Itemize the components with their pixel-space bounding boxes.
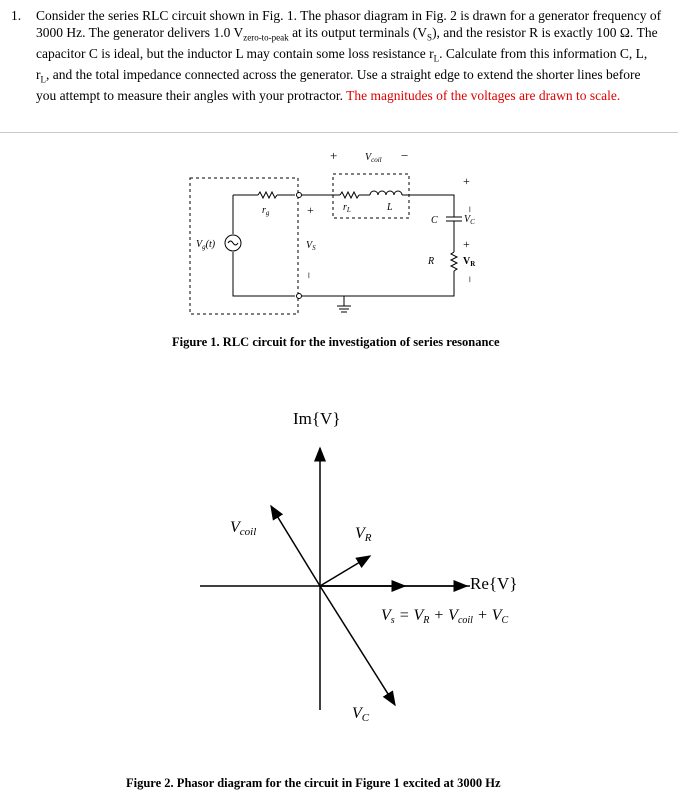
svg-text:rg: $r_g$ xyxy=(262,205,270,217)
figure1-caption: Figure 1. RLC circuit for the investigation of series resonance xyxy=(172,335,500,349)
svg-text:VR: $V_R$ xyxy=(463,256,476,268)
problem-number: 1. xyxy=(11,8,22,23)
svg-text:VS: $V_S$ xyxy=(306,240,316,252)
vc-phasor xyxy=(320,586,395,705)
svg-text:L: L xyxy=(387,202,393,213)
svg-text:+: + xyxy=(330,148,338,163)
svg-text:+: + xyxy=(463,237,470,251)
svg-text:+: + xyxy=(463,174,470,188)
vr-label: VR xyxy=(355,525,372,544)
re-axis-label: Re{V} xyxy=(470,574,518,593)
scale-note: The magnitudes of the voltages are drawn to scale. xyxy=(346,88,621,104)
svg-text:Vcoil: $V_{coil}$ xyxy=(365,152,382,164)
im-axis-label: Im{V} xyxy=(293,409,341,428)
svg-text:C: C xyxy=(431,215,438,226)
vcoil-label: Vcoil xyxy=(230,519,257,538)
svg-text:VC: $V_C$ xyxy=(464,214,475,226)
vc-label: VC xyxy=(352,705,370,724)
svg-text:rL: $r_L$ xyxy=(343,202,351,214)
svg-text:+: + xyxy=(307,203,314,217)
svg-text:−: − xyxy=(302,272,316,279)
rl-offset-phasor xyxy=(320,556,370,586)
svg-text:−: − xyxy=(463,206,477,213)
svg-text:R: R xyxy=(428,256,435,267)
svg-text:Vg(t): $V_g(t)$ xyxy=(196,239,216,251)
figure2-caption: Figure 2. Phasor diagram for the circuit in Figure 1 excited at 3000 Hz xyxy=(126,776,501,790)
vcoil-phasor xyxy=(271,506,320,586)
svg-text:−: − xyxy=(401,148,409,163)
svg-text:−: − xyxy=(463,276,477,283)
problem-text: Consider the series RLC circuit shown in Fig. 1. The phasor diagram in Fig. 2 is drawn for a generator frequency of 3000 Hz. The generator delivers 1.0 $V_{zero-to-peak}$ at its output terminals $(V_S)$, and the resistor R is exactly 100 Ω. The capacitor C is ideal, but the inductor L may contain some loss resistance $r_L$. Calculate from this information C, L, $r_L$, and the total impedance connected across the generator. Use a straight edge to extend the shorter lines before you attempt to measure their angles with your protractor. The magnitudes of the voltages are drawn to scale. xyxy=(36,8,662,104)
phasor-equation: Vs = VR + Vcoil + VC xyxy=(381,607,509,626)
